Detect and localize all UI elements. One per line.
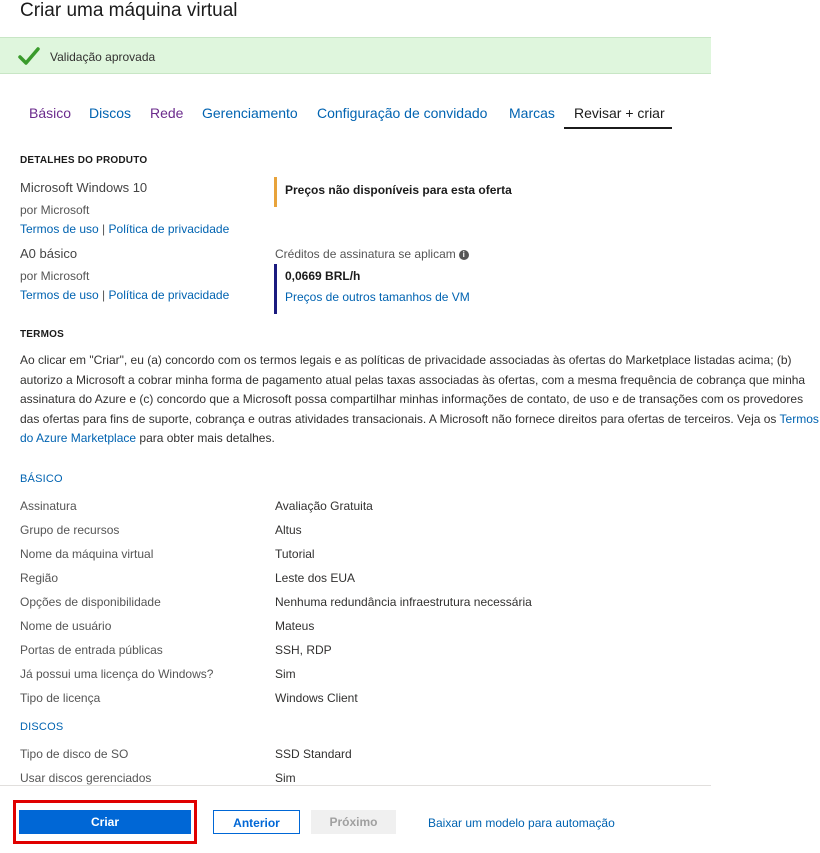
row-label-availability: Opções de disponibilidade bbox=[20, 595, 161, 609]
tab-basics[interactable]: Básico bbox=[29, 105, 72, 121]
privacy-policy-link[interactable]: Política de privacidade bbox=[108, 288, 230, 302]
credits-label: Créditos de assinatura se aplicam bbox=[275, 247, 456, 261]
next-button[interactable]: Próximo bbox=[311, 810, 396, 834]
row-value-os-disk-type: SSD Standard bbox=[275, 747, 352, 761]
row-value-resource-group: Altus bbox=[275, 523, 302, 537]
warning-callout-bar bbox=[274, 177, 277, 207]
checkmark-icon bbox=[18, 46, 40, 66]
basics-header: BÁSICO bbox=[20, 473, 63, 485]
terms-body: Ao clicar em "Criar", eu (a) concordo com os termos legais e as políticas de privacidade associadas às ofertas do Marketplace listadas acima; (b) autorizo a Microsoft a cobrar minha forma de pagamento atual pelas taxas associadas às ofertas, com a mesma frequência de cobrança que minha assinatura do Azure e (c) concordo que a Microsoft possa compartilhar minhas informações de contato, de uso e de transações com os provedores das ofertas para fins de suporte, cobrança e outras atividades transacionais. A Microsoft não fornece direitos para ofertas de terceiros. Veja os bbox=[20, 353, 806, 426]
tab-network[interactable]: Rede bbox=[150, 105, 184, 121]
other-vm-sizes-link[interactable]: Preços de outros tamanhos de VM bbox=[285, 290, 470, 304]
subscription-credits-note bbox=[275, 247, 469, 261]
action-footer bbox=[0, 785, 711, 853]
product-details-header: DETALHES DO PRODUTO bbox=[20, 155, 148, 166]
row-label-os-disk-type: Tipo de disco de SO bbox=[20, 747, 129, 761]
validation-message: Validação aprovada bbox=[50, 50, 156, 64]
product-publisher: por Microsoft bbox=[20, 269, 90, 283]
row-label-subscription: Assinatura bbox=[20, 499, 77, 513]
row-value-username: Mateus bbox=[275, 619, 315, 633]
row-value-vm-name: Tutorial bbox=[275, 547, 315, 561]
tab-guest-config[interactable]: Configuração de convidado bbox=[317, 105, 488, 121]
row-label-managed-disks: Usar discos gerenciados bbox=[20, 771, 152, 785]
active-tab-indicator bbox=[564, 127, 672, 129]
row-label-resource-group: Grupo de recursos bbox=[20, 523, 120, 537]
row-label-windows-license: Já possui uma licença do Windows? bbox=[20, 667, 214, 681]
row-value-windows-license: Sim bbox=[275, 667, 296, 681]
disks-header: DISCOS bbox=[20, 721, 64, 733]
tab-disks[interactable]: Discos bbox=[89, 105, 132, 121]
product-name-size: A0 básico bbox=[20, 246, 78, 261]
terms-text bbox=[20, 351, 820, 449]
row-label-region: Região bbox=[20, 571, 59, 585]
info-icon[interactable]: i bbox=[459, 250, 469, 260]
privacy-policy-link[interactable]: Política de privacidade bbox=[108, 222, 230, 236]
terms-tail: para obter mais detalhes. bbox=[136, 431, 275, 445]
product-links bbox=[20, 222, 229, 236]
previous-button[interactable]: Anterior bbox=[213, 810, 300, 834]
azure-marketplace-terms-link[interactable]: Termos do Azure Marketplace bbox=[20, 411, 819, 445]
create-button[interactable]: Criar bbox=[19, 810, 191, 834]
row-value-subscription: Avaliação Gratuita bbox=[275, 499, 373, 513]
page-title: Criar uma máquina virtual bbox=[20, 0, 238, 21]
tab-review-create[interactable]: Revisar + criar bbox=[574, 105, 665, 121]
terms-of-use-link[interactable]: Termos de uso bbox=[20, 222, 99, 236]
other-sizes-link-wrap bbox=[285, 290, 470, 304]
row-value-license-type: Windows Client bbox=[275, 691, 358, 705]
download-template-link[interactable]: Baixar um modelo para automação bbox=[428, 816, 615, 830]
price-callout-bar bbox=[274, 264, 277, 314]
row-label-inbound-ports: Portas de entrada públicas bbox=[20, 643, 163, 657]
tab-tags[interactable]: Marcas bbox=[509, 105, 555, 121]
row-value-inbound-ports: SSH, RDP bbox=[275, 643, 332, 657]
row-value-region: Leste dos EUA bbox=[275, 571, 356, 585]
tab-management[interactable]: Gerenciamento bbox=[202, 105, 298, 121]
row-label-vm-name: Nome da máquina virtual bbox=[20, 547, 154, 561]
terms-header: TERMOS bbox=[20, 329, 64, 340]
terms-of-use-link[interactable]: Termos de uso bbox=[20, 288, 99, 302]
row-value-managed-disks: Sim bbox=[275, 771, 296, 785]
link-separator: | bbox=[102, 288, 106, 302]
product-name-windows: Microsoft Windows 10 bbox=[20, 180, 148, 195]
link-separator: | bbox=[102, 222, 106, 236]
validation-banner bbox=[0, 37, 711, 74]
row-label-username: Nome de usuário bbox=[20, 619, 112, 633]
tab-bar bbox=[20, 99, 711, 129]
row-label-license-type: Tipo de licença bbox=[20, 691, 101, 705]
product-publisher: por Microsoft bbox=[20, 203, 90, 217]
product-links bbox=[20, 288, 229, 302]
vm-price: 0,0669 BRL/h bbox=[285, 269, 361, 283]
price-unavailable-note: Preços não disponíveis para esta oferta bbox=[285, 183, 512, 197]
row-value-availability: Nenhuma redundância infraestrutura necessária bbox=[275, 595, 532, 609]
